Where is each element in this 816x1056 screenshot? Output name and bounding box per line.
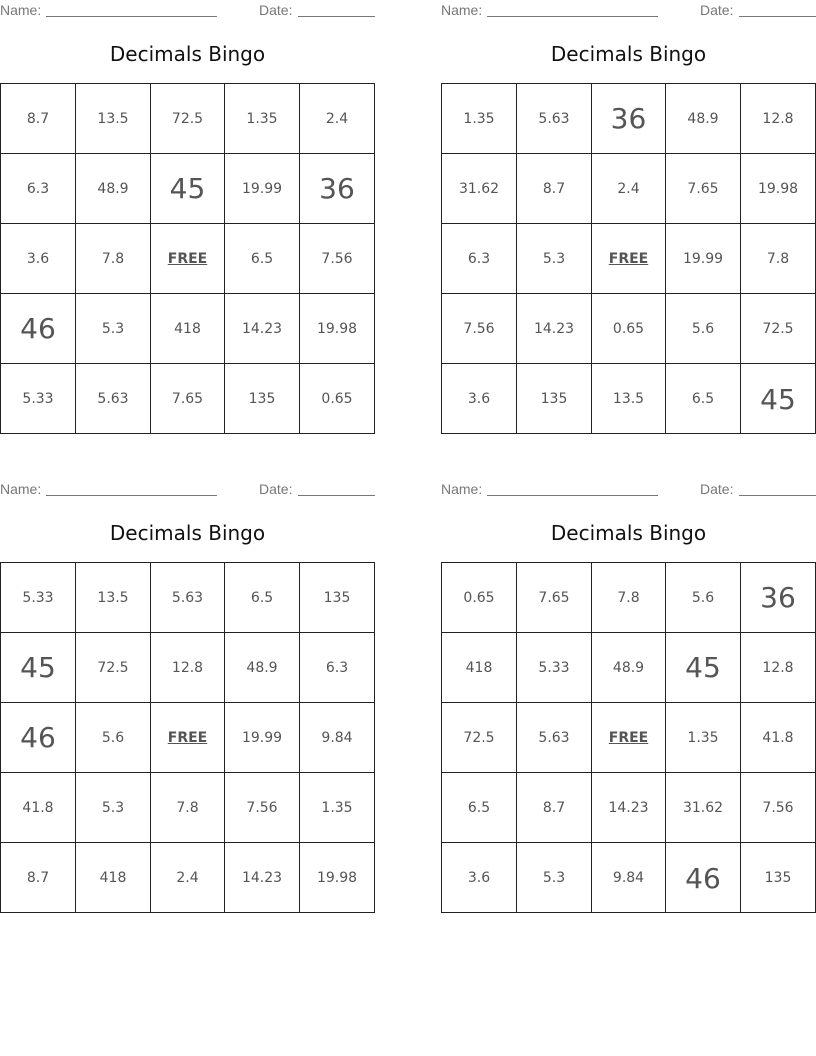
bingo-cell: 3.6 [1,224,76,294]
bingo-cell: 5.63 [76,364,151,434]
bingo-cell: 7.8 [741,224,815,294]
bingo-cell: 72.5 [741,294,815,364]
bingo-cell: 8.7 [1,843,76,913]
bingo-cell: 45 [151,154,225,224]
bingo-cell: 6.3 [442,224,517,294]
bingo-cell: 13.5 [592,364,666,434]
bingo-cell: 12.8 [151,633,225,703]
bingo-cell: 31.62 [442,154,517,224]
bingo-cell: 5.6 [666,563,741,633]
name-label: Name: [441,481,483,497]
bingo-cell: 6.3 [1,154,76,224]
bingo-cell: 6.5 [442,773,517,843]
bingo-cell: 1.35 [225,84,300,154]
bingo-cell: 418 [151,294,225,364]
bingo-cell: 0.65 [592,294,666,364]
bingo-cell: 45 [760,382,796,416]
bingo-cell: 2.4 [300,84,374,154]
bingo-cell: 41.8 [741,703,815,773]
bingo-cell: 7.65 [151,364,225,434]
bingo-card-1 [0,0,375,430]
bingo-cell: 5.63 [517,84,592,154]
bingo-cell: 5.6 [666,294,741,364]
bingo-cell: 7.56 [741,773,815,843]
date-label: Date: [700,481,734,497]
bingo-cell: 14.23 [517,294,592,364]
free-space-cell: FREE [151,224,225,294]
name-label: Name: [441,2,483,18]
bingo-cell: 135 [300,563,374,633]
bingo-cell: 6.3 [300,633,374,703]
bingo-cell: 19.98 [741,154,815,224]
bingo-cell: 1.35 [666,703,741,773]
bingo-cell: 2.4 [592,154,666,224]
bingo-cell: 418 [442,633,517,703]
bingo-cell: 1.35 [442,84,517,154]
bingo-cell: 9.84 [592,843,666,913]
bingo-cell: 72.5 [151,84,225,154]
bingo-cell: 13.5 [76,84,151,154]
date-blank-line [298,16,375,17]
date-blank-line [298,495,375,496]
bingo-cell: 7.56 [225,773,300,843]
date-blank-line [739,16,816,17]
bingo-cell: 0.65 [442,563,517,633]
bingo-cell: 7.56 [442,294,517,364]
bingo-cell: 36 [741,563,815,633]
name-blank-line [487,495,658,496]
bingo-cell: 135 [764,870,792,886]
bingo-cell: 14.23 [225,843,300,913]
bingo-cell: 48.9 [666,84,741,154]
bingo-cell: 19.99 [225,154,300,224]
bingo-cell: 5.6 [76,703,151,773]
bingo-cell: 9.84 [300,703,374,773]
bingo-cell: 12.8 [741,633,815,703]
card-title: Decimals Bingo [550,42,707,66]
bingo-cell: 5.3 [76,294,151,364]
bingo-grid [0,83,375,434]
bingo-cell: 12.8 [741,84,815,154]
bingo-cell: 14.23 [592,773,666,843]
name-blank-line [46,495,217,496]
bingo-cell: 7.8 [592,563,666,633]
bingo-cell: 135 [225,364,300,434]
card-header [441,481,816,497]
card-title: Decimals Bingo [109,42,266,66]
bingo-cell: 6.5 [225,224,300,294]
bingo-cell: 46 [1,294,76,364]
date-blank-line [739,495,816,496]
bingo-grid [0,562,375,913]
bingo-card-3 [0,479,375,909]
bingo-cell: 14.23 [225,294,300,364]
bingo-cell: 5.3 [517,224,592,294]
bingo-cell: 36 [300,154,374,224]
bingo-cell: 3.6 [442,364,517,434]
bingo-cell: 46 [1,703,76,773]
bingo-cell: 19.99 [225,703,300,773]
bingo-cell: 5.33 [1,563,76,633]
bingo-cell: 72.5 [76,633,151,703]
bingo-cell: 31.62 [666,773,741,843]
card-title: Decimals Bingo [109,521,266,545]
free-space-cell: FREE [151,703,225,773]
bingo-cell: 46 [666,843,741,913]
bingo-cell: 7.65 [517,563,592,633]
date-label: Date: [259,481,293,497]
bingo-cell: 6.5 [666,364,741,434]
name-label: Name: [0,2,42,18]
card-title: Decimals Bingo [550,521,707,545]
bingo-cell: 2.4 [151,843,225,913]
free-space-cell: FREE [592,703,666,773]
bingo-cell: 7.56 [300,224,374,294]
bingo-cell: 45 [666,633,741,703]
bingo-cell: 72.5 [442,703,517,773]
bingo-cell: 48.9 [225,633,300,703]
bingo-card-4 [441,479,816,909]
name-blank-line [46,16,217,17]
date-label: Date: [259,2,293,18]
bingo-cell: 5.3 [517,843,592,913]
name-blank-line [487,16,658,17]
bingo-cell: 3.6 [442,843,517,913]
bingo-cell: 5.3 [76,773,151,843]
name-label: Name: [0,481,42,497]
card-header [0,2,375,18]
bingo-cell: 7.8 [76,224,151,294]
bingo-cell: 5.33 [517,633,592,703]
date-label: Date: [700,2,734,18]
bingo-cell: 0.65 [321,391,353,407]
bingo-cell: 7.65 [666,154,741,224]
bingo-cell: 45 [1,633,76,703]
card-header [441,2,816,18]
bingo-cell: 5.63 [517,703,592,773]
bingo-cell: 19.98 [300,294,374,364]
bingo-cell: 36 [592,84,666,154]
bingo-cell: 8.7 [517,773,592,843]
bingo-cell: 1.35 [300,773,374,843]
bingo-cell: 19.99 [666,224,741,294]
bingo-cell: 19.98 [316,870,358,886]
bingo-cell: 8.7 [1,84,76,154]
bingo-grid [441,562,816,913]
card-header [0,481,375,497]
bingo-cell: 41.8 [1,773,76,843]
bingo-cell: 5.63 [151,563,225,633]
bingo-cell: 13.5 [76,563,151,633]
bingo-cell: 48.9 [76,154,151,224]
bingo-cell: 7.8 [151,773,225,843]
bingo-cell: 8.7 [517,154,592,224]
bingo-card-2 [441,0,816,430]
bingo-cell: 5.33 [1,364,76,434]
bingo-cell: 48.9 [592,633,666,703]
bingo-grid [441,83,816,434]
free-space-cell: FREE [592,224,666,294]
bingo-cell: 6.5 [225,563,300,633]
bingo-cell: 135 [517,364,592,434]
bingo-cell: 418 [76,843,151,913]
